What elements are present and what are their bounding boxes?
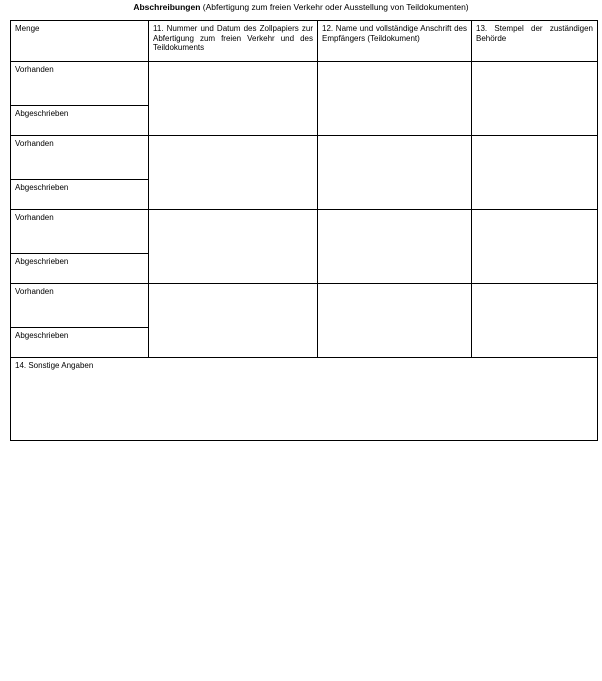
col12-field[interactable] xyxy=(318,62,472,136)
col11-field[interactable] xyxy=(149,284,318,358)
vorhanden-cell: Vorhanden xyxy=(11,136,149,180)
table-row xyxy=(11,284,598,328)
abschreibungen-table xyxy=(10,20,598,441)
table-row xyxy=(11,62,598,106)
col12-field[interactable] xyxy=(318,284,472,358)
col12-field[interactable] xyxy=(318,210,472,284)
header-col11: 11. Nummer und Datum des Zollpapiers zur Abfertigung zum freien Verkehr und des Teildokuments xyxy=(149,21,318,62)
header-row xyxy=(11,21,598,62)
table-row xyxy=(11,210,598,254)
col12-field[interactable] xyxy=(318,136,472,210)
header-menge: Menge xyxy=(11,21,149,62)
header-col13: 13. Stempel der zuständigen Behörde xyxy=(472,21,598,62)
abgeschrieben-cell: Abgeschrieben xyxy=(11,328,149,358)
col13-field[interactable] xyxy=(472,284,598,358)
col11-field[interactable] xyxy=(149,62,318,136)
notes-row xyxy=(11,358,598,441)
abgeschrieben-cell: Abgeschrieben xyxy=(11,254,149,284)
table-row xyxy=(11,136,598,180)
col13-field[interactable] xyxy=(472,136,598,210)
vorhanden-cell: Vorhanden xyxy=(11,284,149,328)
form-title xyxy=(0,2,602,13)
abgeschrieben-cell: Abgeschrieben xyxy=(11,106,149,136)
form-title-bold: Abschreibungen xyxy=(133,2,201,12)
abgeschrieben-cell: Abgeschrieben xyxy=(11,180,149,210)
form-title-rest: (Abfertigung zum freien Verkehr oder Ausstellung von Teildokumenten) xyxy=(202,2,469,12)
header-col12: 12. Name und vollständige Anschrift des Empfängers (Teildokument) xyxy=(318,21,472,62)
col11-field[interactable] xyxy=(149,136,318,210)
col13-field[interactable] xyxy=(472,62,598,136)
col13-field[interactable] xyxy=(472,210,598,284)
vorhanden-cell: Vorhanden xyxy=(11,62,149,106)
sonstige-angaben-field[interactable]: 14. Sonstige Angaben xyxy=(11,358,598,441)
vorhanden-cell: Vorhanden xyxy=(11,210,149,254)
col11-field[interactable] xyxy=(149,210,318,284)
